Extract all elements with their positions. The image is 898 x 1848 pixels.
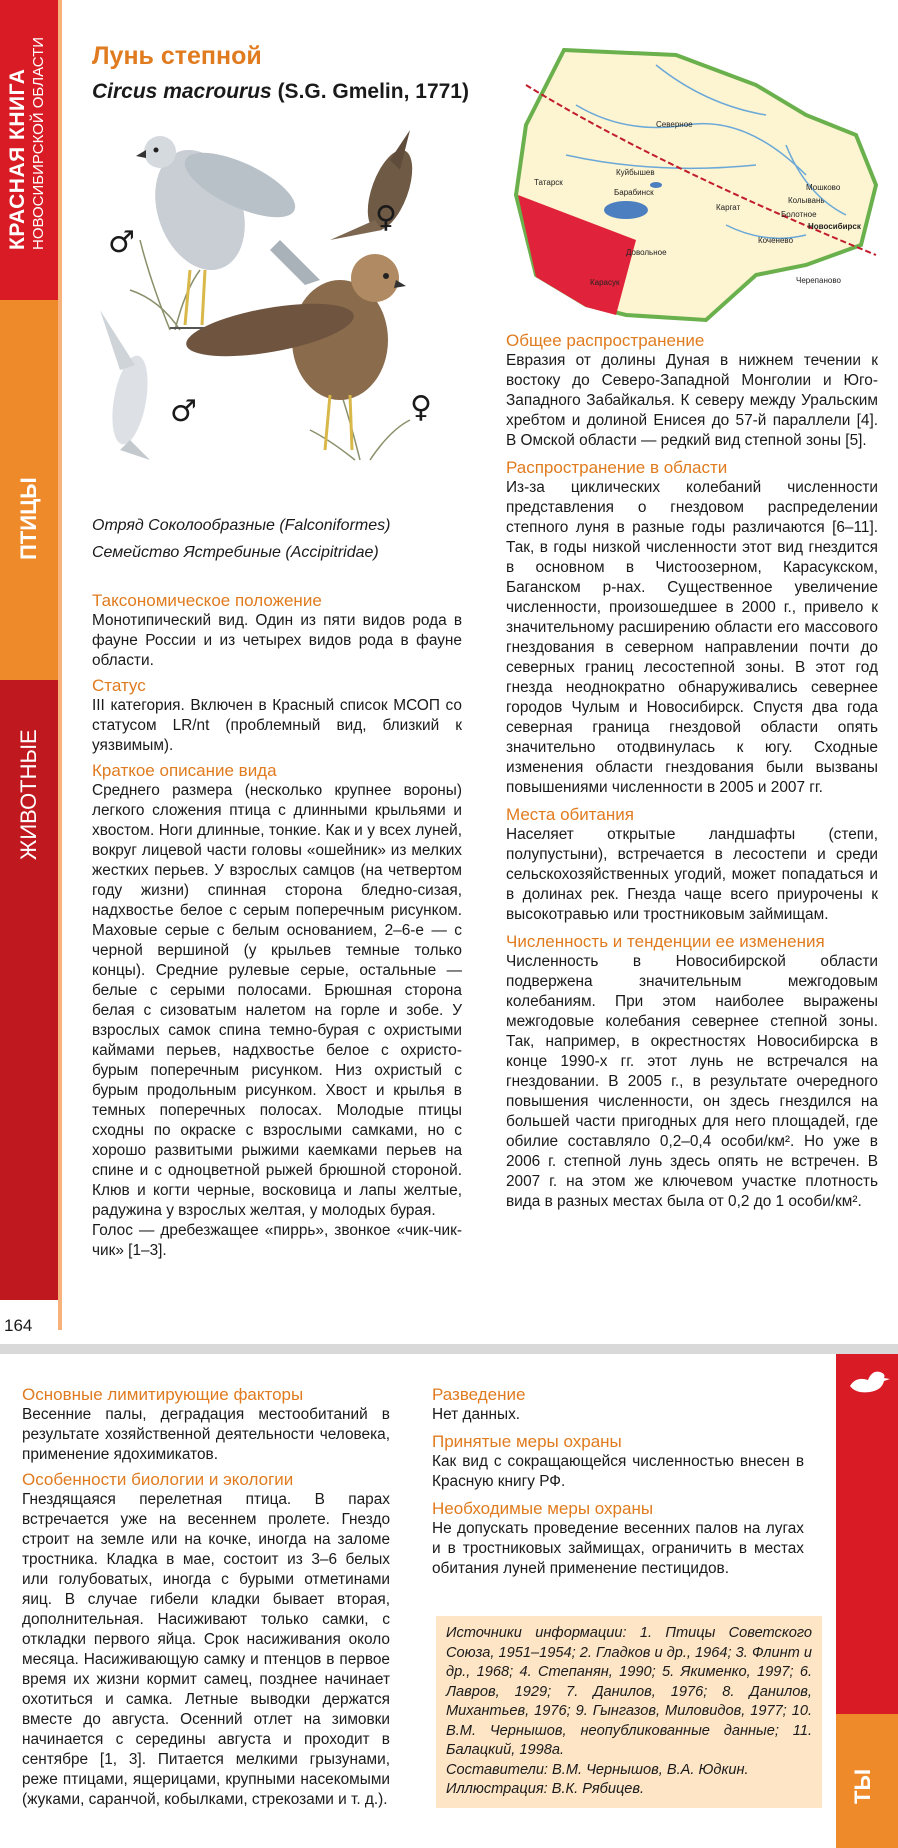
map-label: Барабинск — [614, 188, 654, 197]
map-label: Мошково — [806, 183, 841, 192]
male-perched-bird — [136, 136, 320, 328]
female-symbol-2: ♀ — [410, 390, 432, 425]
order-line: Отряд Соколообразные (Falconiformes) — [92, 517, 391, 534]
male-symbol-1: ♂ — [108, 225, 135, 260]
text-measures-needed: Не допускать проведение весенних палов на лугах и в тростниковых займищах, ограничить в местах обитания луней применение пестицидов. — [432, 1520, 804, 1577]
page-165 — [0, 1354, 898, 1848]
text-regional-range: Из-за циклических колебаний численности представления о гнездовом распределении степного луня в разные годы различаются [6–11]. Так, в годы низкой численности этот вид гнездится в основном в Чистоозерном, Карасукском, Баганском р-нах. Существенное увеличение численности, произошедшее в 2000 г., привело к значительному расширению области его массового гнездования в северном направлении почти до северных границ лесостепной зоны. В этот год гнезда неоднократно обнаруживались севернее городов Чулым и Новосибирск. Спустя два года северная граница гнездовой области опять значительно отодвинулась к югу. Сходные изменения области гнездования были вызваны повышениями численности в 2005 и 2007 гг. — [506, 479, 878, 796]
text-abundance: Численность в Новосибирской области подвержена значительным межгодовым колебаниям. При этом наиболее выражены межгодовые колебания севернее степной зоны. Так, например, в окрестностях Новосибирска в конце 1990-х гг. этот лунь не встречался на гнездовании. В 2005 г., в результате очередного повышения численности, он здесь гнездился на большей части пригодных для него площадей, где обилие составляло 0,2–0,4 особи/км². Но уже в 2006 г. степной лунь здесь опять не встречен. В 2007 г. на этом же ключевом участке плотность вида в разных местах была от 0,2 до 1 особи/км². — [506, 953, 878, 1210]
right-column — [506, 330, 878, 1212]
text-breeding: Нет данных. — [432, 1406, 521, 1423]
female-perched-bird — [182, 254, 406, 450]
compilers-text: Составители: В.М. Чернышов, В.А. Юдкин. — [446, 1761, 749, 1778]
text-voice: Голос — дребезжащее «пиррь», звонкое «чик-чик-чик» [1–3]. — [92, 1222, 462, 1259]
map-label: Черепаново — [796, 276, 841, 285]
heading-status: Статус — [92, 676, 146, 695]
map-label: Татарск — [534, 178, 563, 187]
page2-left-column — [22, 1384, 390, 1810]
heading-breeding: Разведение — [432, 1385, 526, 1404]
heading-description: Краткое описание вида — [92, 761, 277, 780]
page2-band-text: ТЫ — [850, 1769, 875, 1804]
page-number: 164 — [4, 1316, 33, 1335]
map-label: Коченево — [758, 236, 794, 245]
text-measures-taken: Как вид с сокращающейся численностью внесен в Красную книгу РФ. — [432, 1453, 804, 1490]
map-label: Каргат — [716, 203, 741, 212]
text-status: III категория. Включен в Красный список МСОП со статусом LR/nt (проблемный вид, близкий к уязвимым). — [92, 697, 462, 754]
species-title: Лунь степной — [92, 42, 262, 70]
page2-right-column — [432, 1384, 804, 1579]
latin-name: Circus macrourus — [92, 80, 272, 103]
map-label: Карасук — [590, 278, 620, 287]
heading-limiting-factors: Основные лимитирующие факторы — [22, 1385, 304, 1404]
bird-illustration — [90, 130, 470, 490]
page-gap — [0, 1344, 898, 1354]
heading-general-range: Общее распространение — [506, 331, 705, 350]
species-latin — [92, 80, 469, 104]
map-label: Новосибирск — [808, 222, 861, 231]
female-symbol-1: ♀ — [375, 200, 397, 235]
text-taxonomy: Монотипический вид. Один из пяти видов рода в фауне России и из четырех видов рода в фауне области. — [92, 612, 462, 669]
family-line: Семейство Ястребиные (Accipitridae) — [92, 544, 379, 561]
book-subtitle: НОВОСИБИРСКОЙ ОБЛАСТИ — [30, 36, 47, 250]
sources-text: Источники информации: 1. Птицы Советского Союза, 1951–1954; 2. Гладков и др., 1964; 3. Флинт и др., 1968; 4. Степанян, 1990; 5. Якименко, 1997; 6. Лавров, 1929; 7. Данилов, 1976; 8. Данилов, Михантьев, 1976; 9. Гынгазов, Миловидов, 1977; 10. В.М. Чернышов, неопубликованные данные; 11. Балацкий, 1998а. — [446, 1625, 812, 1758]
heading-regional-range: Распространение в области — [506, 458, 728, 477]
heading-biology: Особенности биологии и экологии — [22, 1470, 294, 1489]
book-title: КРАСНАЯ КНИГА — [6, 68, 29, 250]
heading-measures-taken: Принятые меры охраны — [432, 1432, 622, 1451]
sources-box — [436, 1616, 822, 1808]
map-label: Куйбышев — [616, 168, 655, 177]
map-label: Болотное — [781, 210, 817, 219]
map-label: Довольное — [626, 248, 667, 257]
male-flying-bird — [100, 310, 154, 460]
text-biology: Гнездящаяся перелетная птица. В парах встречается уже на весеннем пролете. Гнездо строит на земле или на кочке, иногда на заломе тростника. Кладка в мае, состоит из 3–6 белых или голубоватых, иногда с бурыми отметинами яиц. В случае гибели кладки бывает вторая, дополнительная. Насиживают только самки, с откладки первого яйца. Срок насиживания около месяца. Насиживающую самку и птенцов в первое время их жизни кормит самец, позднее начинает охотиться и самка. Летные выводки держатся вместе до августа. Осенний отлет на зимовки начинается с середины августа и проходит в сентябре [1, 3]. Питается мелкими грызунами, реже птицами, ящерицами, крупными насекомыми (жуками, саранчой, кобылками, стрекозами и т. д.). — [22, 1491, 390, 1808]
distribution-map — [506, 45, 882, 327]
duck-icon — [846, 1364, 890, 1398]
category-label: ЖИВОТНЫЕ — [16, 729, 41, 860]
text-general-range: Евразия от долины Дуная в нижнем течении к востоку до Северо-Западной Монголии и Юго-Западного Забайкалья. К северу между Уральским хребтом и долиной Енисея до 57-й параллели [4]. В Омской области — редкий вид степной зоны [5]. — [506, 352, 878, 449]
heading-abundance: Численность и тенденции ее изменения — [506, 932, 825, 951]
band-divider — [58, 0, 62, 1330]
text-habitat: Населяет открытые ландшафты (степи, полупустыни), встречается в лесостепи и среди сельскохозяйственных угодий, может попадаться и в долинах рек. Гнезда чаще всего приурочены к высокотравью или тростниковым займищам. — [506, 826, 878, 923]
heading-measures-needed: Необходимые меры охраны — [432, 1499, 654, 1518]
latin-author: (S.G. Gmelin, 1771) — [271, 80, 469, 103]
heading-habitat: Места обитания — [506, 805, 634, 824]
male-symbol-2: ♂ — [170, 394, 197, 429]
left-column — [92, 512, 462, 1261]
text-limiting-factors: Весенние палы, деградация местообитаний в результате хозяйственной деятельности человека, применение ядохимикатов. — [22, 1406, 390, 1463]
section-label: ПТИЦЫ — [16, 477, 41, 560]
map-label: Северное — [656, 120, 693, 129]
illustration-credit: Иллюстрация: В.К. Рябицев. — [446, 1781, 645, 1797]
heading-taxonomy: Таксономическое положение — [92, 591, 322, 610]
map-label: Колывань — [788, 196, 825, 205]
text-description: Среднего размера (несколько крупнее вороны) легкого сложения птица с длинными крыльями и хвостом. Ноги длинные, тонкие. Как и у всех луней, вокруг лицевой части головы «ошейник» из мелких жестких перьев. У взрослых самцов (на четвертом году жизни) спинная сторона бледно-сизая, надхвостье белое с серым поперечным рисунком. Маховые серые с белым основанием, 2–6-е — с черной вершиной (у крыльев темные только концы). Средние рулевые серые, остальные — белые с серыми полосами. Брюшная сторона белая с сизоватым налетом на горле и зобе. У взрослых самок спина темно-бурая с охристыми каймами перьев, надхвостье белое с охристо-бурым поперечным рисунком. Низ охристый с бурым продольным рисунком. Хвост и крылья в темных поперечных полосах. Молодые птицы сходны по окраске с взрослыми самками, но с хорошо развитыми рыжими каемками перьев на спине и с одноцветной рыжей брюшной стороной. Клюв и когти черные, восковица и лапы желтые, радужина у взрослых желтая, у молодых бурая. — [92, 782, 462, 1219]
